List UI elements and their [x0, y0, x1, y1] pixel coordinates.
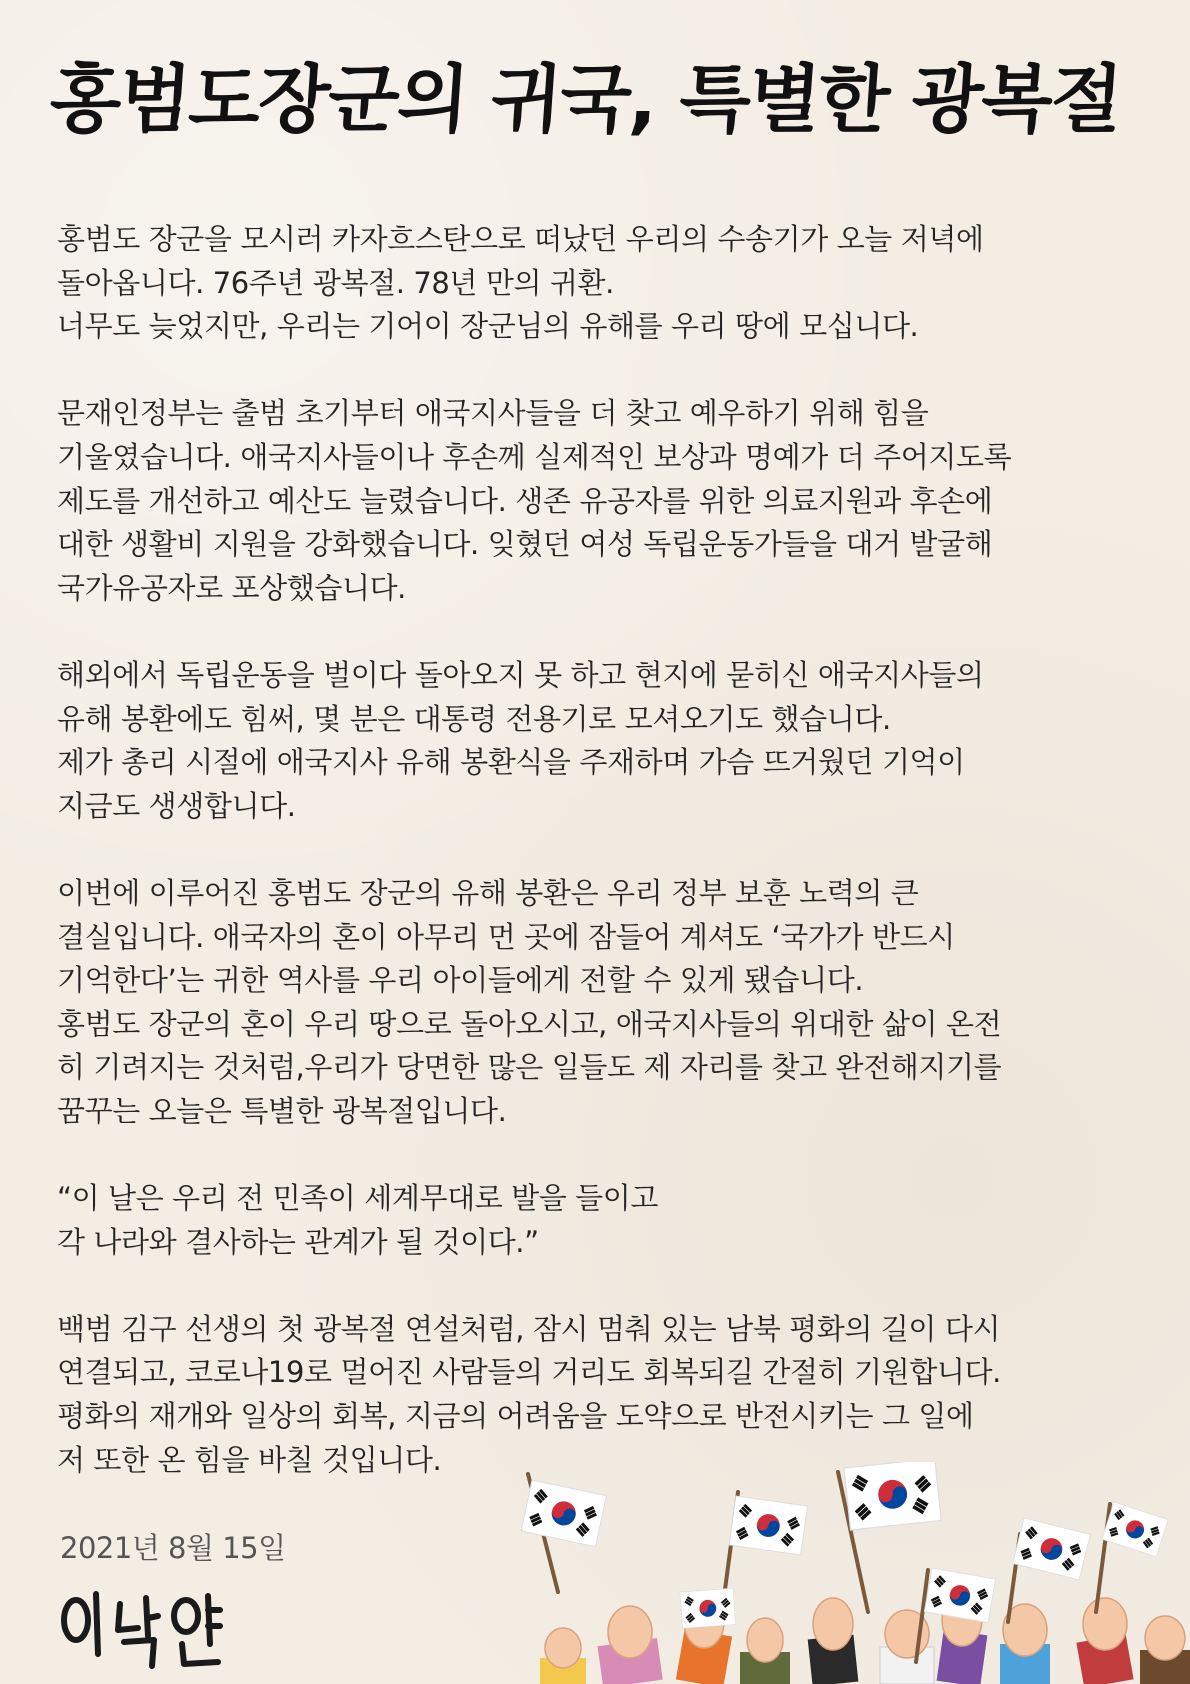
paragraph-line: 연결되고, 코로나19로 멀어진 사람들의 거리도 회복되길 간절히 기원합니다.	[57, 1355, 1001, 1390]
paragraph-line: 돌아옵니다. 76주년 광복절. 78년 만의 귀환.	[57, 265, 614, 300]
paragraph-line: 홍범도 장군을 모시러 카자흐스탄으로 떠났던 우리의 수송기가 오늘 저녁에	[57, 222, 984, 256]
letter-paragraph	[57, 1177, 1137, 1264]
letter-body	[57, 218, 1137, 1526]
paragraph-line: 히 기려지는 것처럼,우리가 당면한 많은 일들도 제 자리를 찾고 완전해지기를	[57, 1050, 1002, 1085]
paragraph-line: 문재인정부는 출범 초기부터 애국지사들을 더 찾고 예우하기 위해 힘을	[57, 396, 929, 431]
waving-hands-icon	[480, 1462, 1190, 1684]
page-title: 홍범도장군의 귀국, 특별한 광복절	[47, 57, 1124, 143]
paragraph-line: 평화의 재개와 일상의 회복, 지금의 어려움을 도약으로 반전시키는 그 일에	[57, 1399, 974, 1434]
letter-paragraph	[57, 1308, 1137, 1482]
paragraph-line: 각 나라와 결사하는 관계가 될 것이다.”	[57, 1224, 539, 1259]
paragraph-line: 저 또한 온 힘을 바칠 것입니다.	[57, 1442, 442, 1477]
paragraph-line: 해외에서 독립운동을 벌이다 돌아오지 못 하고 현지에 묻히신 애국지사들의	[57, 657, 984, 692]
paragraph-line: 대한 생활비 지원을 강화했습니다. 잊혔던 여성 독립운동가들을 대거 발굴해	[57, 527, 993, 562]
paragraph-line: 홍범도 장군의 혼이 우리 땅으로 돌아오시고, 애국지사들의 위대한 삶이 온전	[57, 1006, 1002, 1041]
letter-paragraph	[57, 654, 1137, 828]
paragraph-line: 지금도 생생합니다.	[57, 788, 296, 823]
paragraph-line: 결실입니다. 애국자의 혼이 아무리 먼 곳에 잠들어 계셔도 ‘국가가 반드시	[57, 919, 955, 954]
letter-paragraph	[57, 218, 1137, 349]
letter-date: 2021년 8월 15일	[60, 1531, 286, 1565]
letter-paragraph	[57, 392, 1137, 610]
paragraph-line: 제가 총리 시절에 애국지사 유해 봉환식을 주재하며 가슴 뜨거웠던 기억이	[57, 745, 965, 780]
paragraph-line: 꿈꾸는 오늘은 특별한 광복절입니다.	[57, 1093, 507, 1128]
paragraph-line: 기억한다’는 귀한 역사를 우리 아이들에게 전할 수 있게 됐습니다.	[57, 963, 864, 998]
paragraph-line: “이 날은 우리 전 민족이 세계무대로 발을 들이고	[57, 1181, 659, 1216]
paragraph-line: 기울였습니다. 애국지사들이나 후손께 실제적인 보상과 명예가 더 주어지도록	[57, 439, 1012, 474]
paragraph-line: 국가유공자로 포상했습니다.	[57, 570, 407, 605]
signature-icon	[58, 1582, 248, 1672]
paragraph-line: 유해 봉환에도 힘써, 몇 분은 대통령 전용기로 모셔오기도 했습니다.	[57, 701, 891, 736]
paragraph-line: 제도를 개선하고 예산도 늘렸습니다. 생존 유공자를 위한 의료지원과 후손에	[57, 483, 993, 518]
paragraph-line: 너무도 늦었지만, 우리는 기어이 장군님의 유해를 우리 땅에 모십니다.	[57, 309, 919, 344]
letter-paragraph	[57, 872, 1137, 1134]
paragraph-line: 백범 김구 선생의 첫 광복절 연설처럼, 잠시 멈춰 있는 남북 평화의 길이 다시	[57, 1311, 1001, 1346]
paragraph-line: 이번에 이루어진 홍범도 장군의 유해 봉환은 우리 정부 보훈 노력의 큰	[57, 875, 919, 910]
